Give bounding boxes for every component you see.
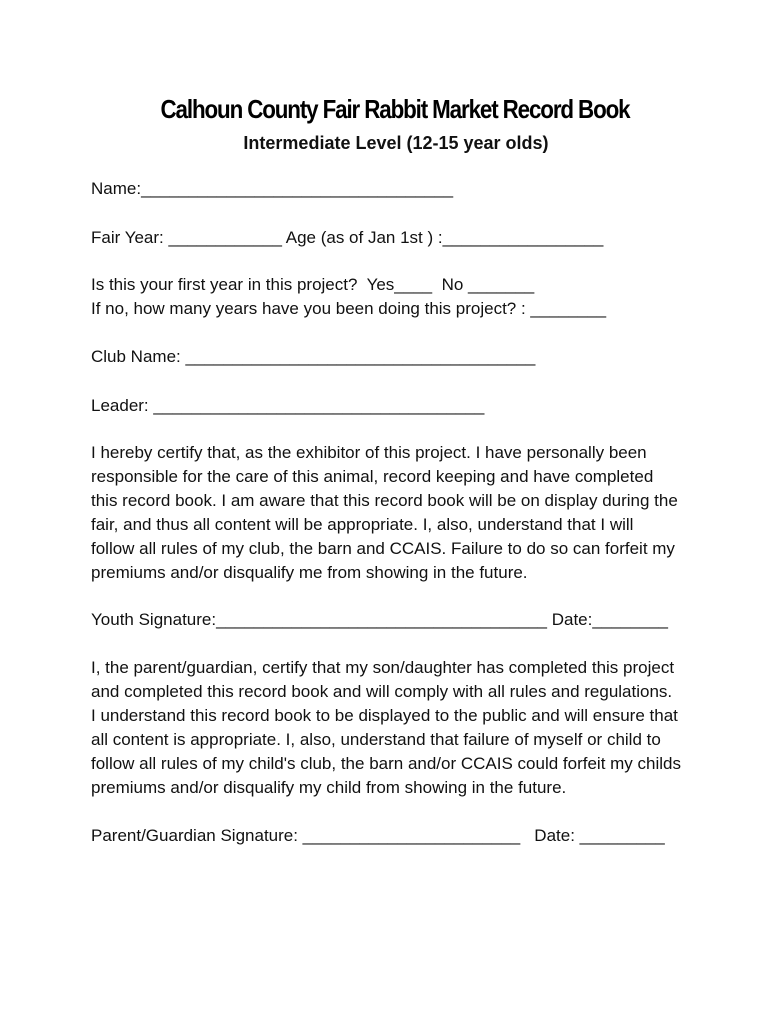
exhibitor-certification-paragraph bbox=[91, 441, 731, 585]
exhibitor-cert-line: fair, and thus all content will be appropriate. I, also, understand that I will bbox=[91, 515, 634, 534]
exhibitor-cert-line: this record book. I am aware that this record book will be on display during the bbox=[91, 491, 678, 510]
name-field-line[interactable]: Name:_________________________________ bbox=[91, 179, 454, 198]
parent-cert-line: I, the parent/guardian, certify that my son/daughter has completed this project bbox=[91, 658, 675, 677]
document-title: Calhoun County Fair Rabbit Market Record Book bbox=[160, 94, 630, 124]
years-doing-project-line[interactable]: If no, how many years have you been doing this project? : ________ bbox=[91, 299, 607, 318]
leader-field-line[interactable]: Leader: ___________________________________ bbox=[91, 396, 485, 415]
parent-cert-line: premiums and/or disqualify my child from showing in the future. bbox=[91, 778, 567, 797]
parent-cert-line: I understand this record book to be displayed to the public and will ensure that bbox=[91, 706, 678, 725]
parent-certification-paragraph bbox=[91, 656, 731, 800]
fair-year-age-field-line[interactable]: Fair Year: ____________ Age (as of Jan 1st ) :_________________ bbox=[91, 228, 604, 247]
parent-cert-line: follow all rules of my child's club, the barn and/or CCAIS could forfeit my childs bbox=[91, 754, 681, 773]
exhibitor-cert-line: follow all rules of my club, the barn and CCAIS. Failure to do so can forfeit my bbox=[91, 539, 675, 558]
parent-cert-line: all content is appropriate. I, also, understand that failure of myself or child to bbox=[91, 730, 661, 749]
parent-cert-line: and completed this record book and will comply with all rules and regulations. bbox=[91, 682, 673, 701]
club-name-field-line[interactable]: Club Name: _____________________________________ bbox=[91, 347, 536, 366]
youth-signature-line[interactable]: Youth Signature:___________________________________ Date:________ bbox=[91, 610, 668, 629]
exhibitor-cert-line: responsible for the care of this animal, record keeping and have completed bbox=[91, 467, 654, 486]
exhibitor-cert-line: I hereby certify that, as the exhibitor of this project. I have personally been bbox=[91, 443, 647, 462]
parent-signature-line[interactable]: Parent/Guardian Signature: _______________________ Date: _________ bbox=[91, 826, 665, 845]
first-year-question-line[interactable]: Is this your first year in this project? Yes____ No _______ bbox=[91, 275, 535, 294]
exhibitor-cert-line: premiums and/or disqualify me from showing in the future. bbox=[91, 563, 528, 582]
document-subtitle: Intermediate Level (12-15 year olds) bbox=[243, 133, 549, 153]
